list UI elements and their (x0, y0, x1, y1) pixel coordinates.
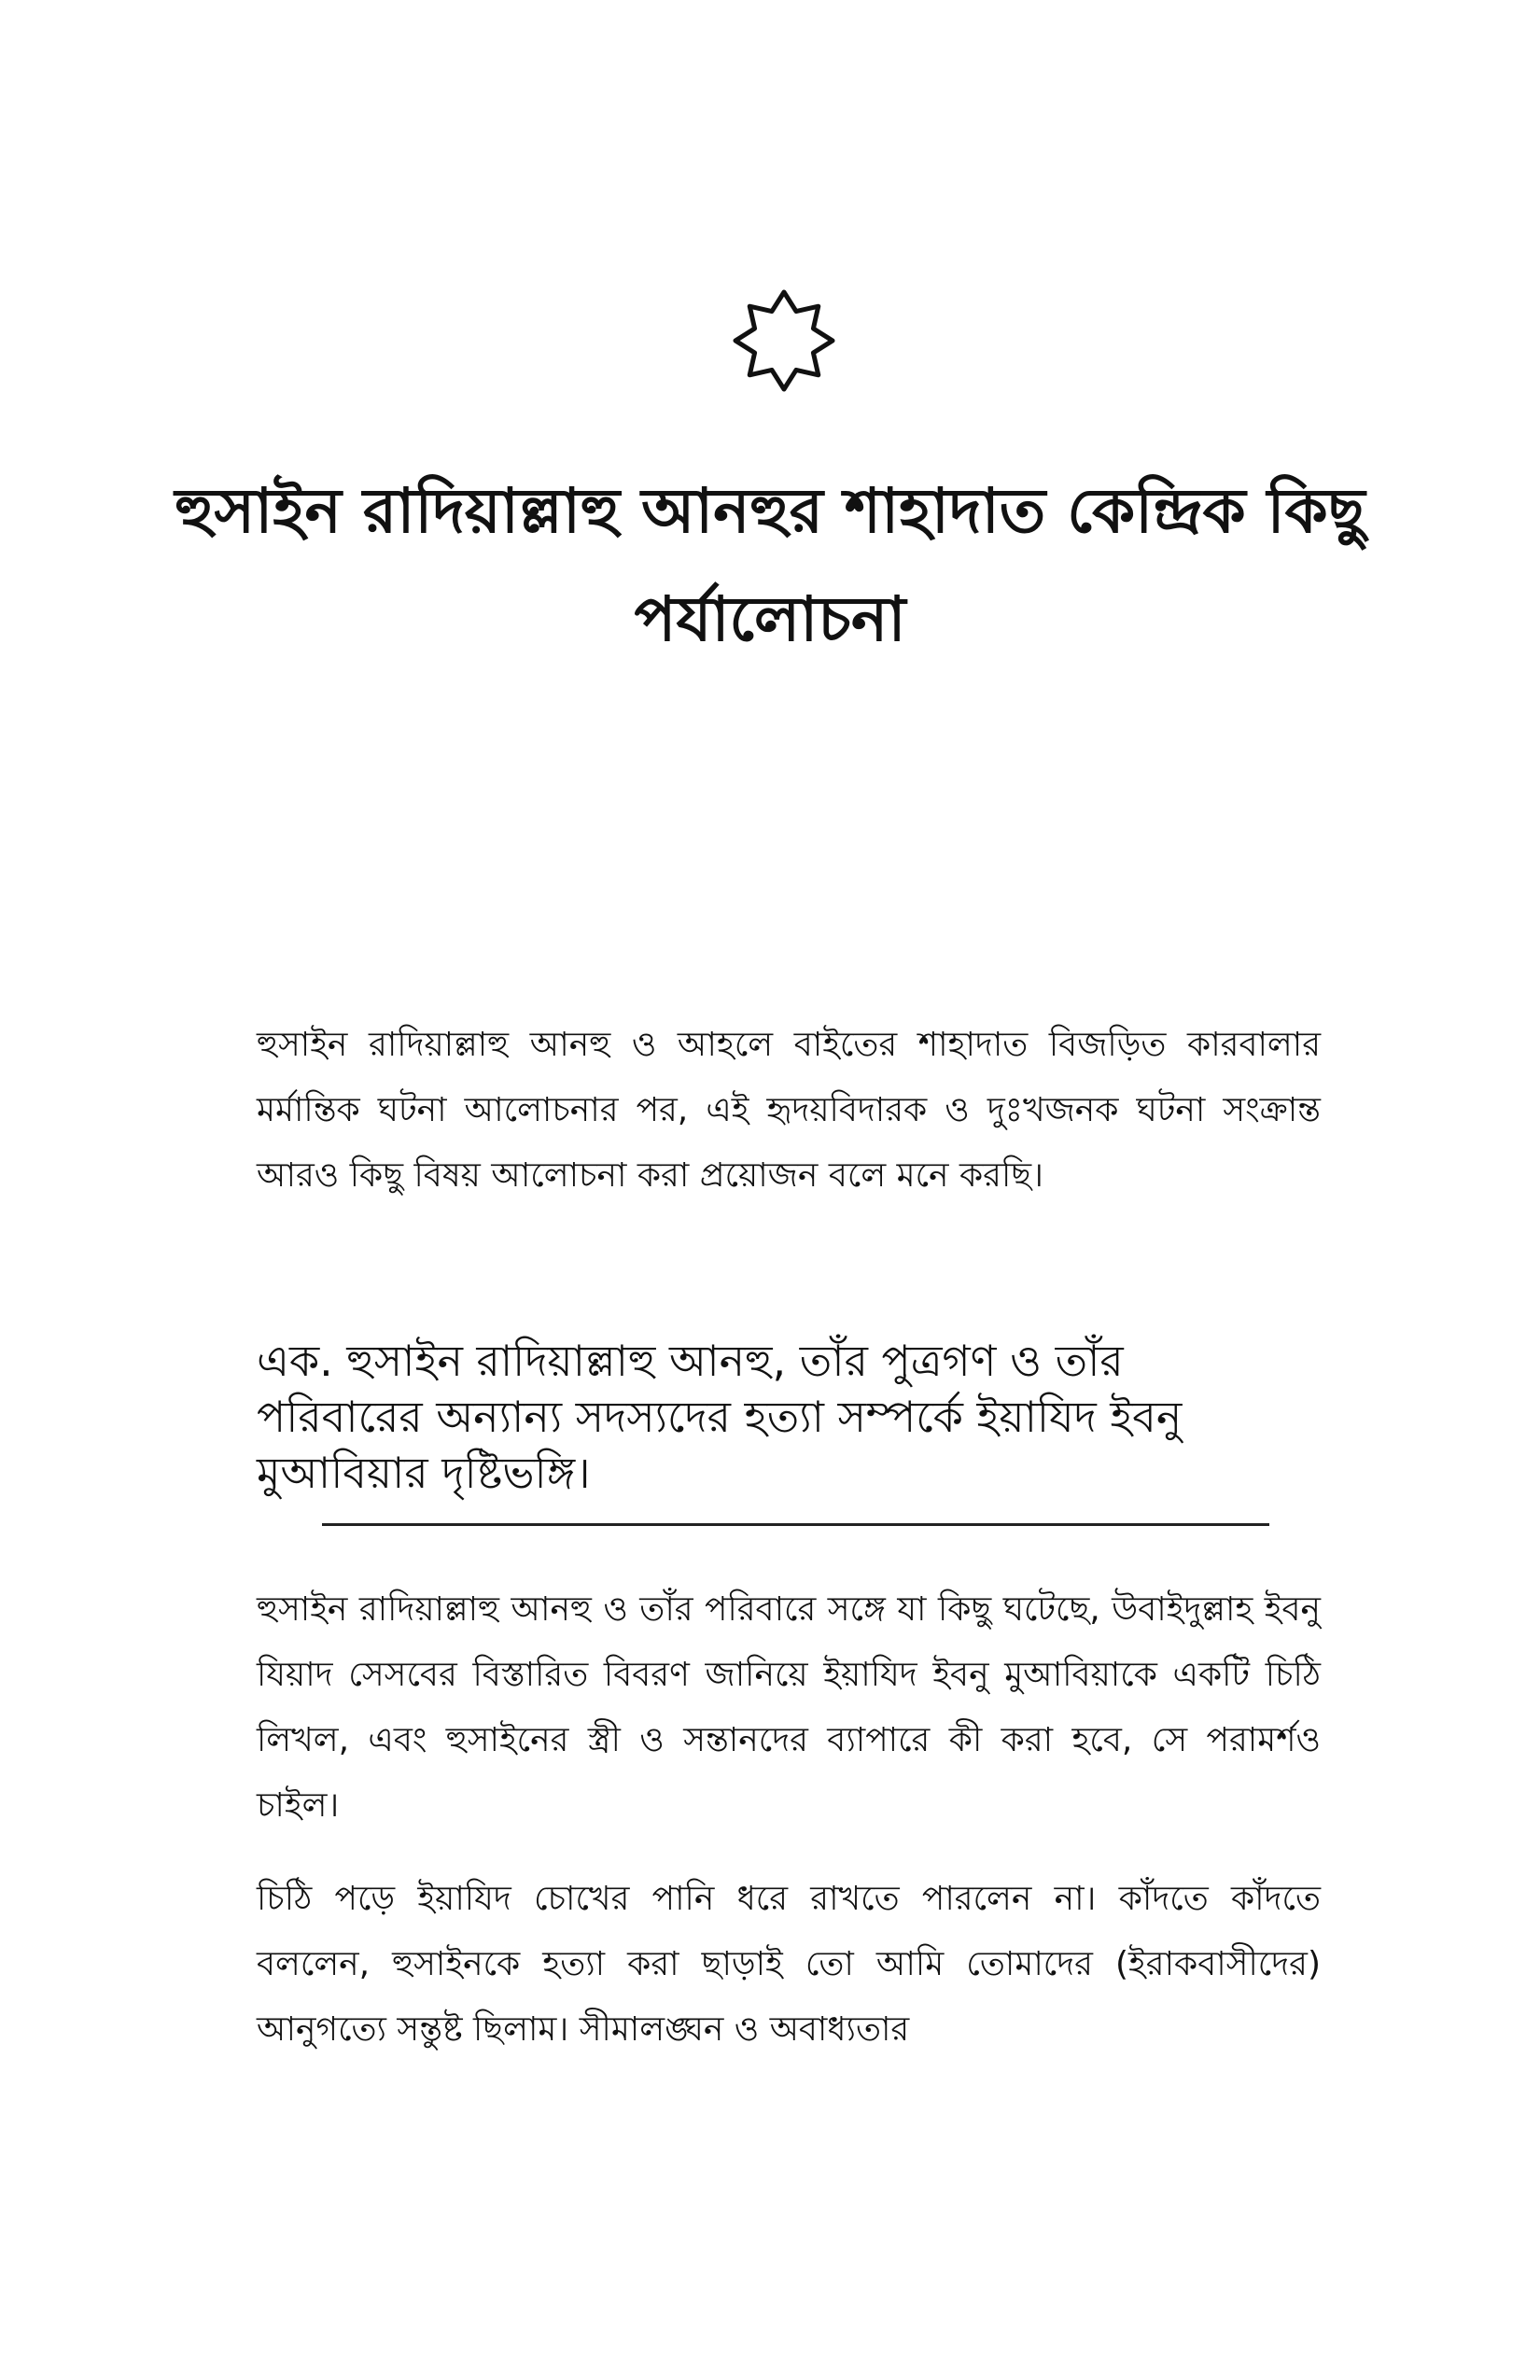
intro-paragraph: হুসাইন রাদিয়াল্লাহু আনহু ও আহলে বাইতের শাহাদাত বিজড়িত কারবালার মর্মান্তিক ঘটনা আলোচনার পর, এই হৃদয়বিদারক ও দুঃখজনক ঘটনা সংক্রান্ত আরও কিছু বিষয় আলোচনা করা প্রয়োজন বলে মনে করছি। (257, 1026, 1321, 1195)
body-paragraph: হুসাইন রাদিয়াল্লাহু আনহু ও তাঁর পরিবারে সঙ্গে যা কিছু ঘটেছে, উবাইদুল্লাহ ইবনু যিয়াদ সেসবের বিস্তারিত বিবরণ জানিয়ে ইয়াযিদ ইবনু মুআবিয়াকে একটি চিঠি লিখল, এবং হুসাইনের স্ত্রী ও সন্তানদের ব্যাপারে কী করা হবে, সে পরামর্শও চাইল। (257, 1590, 1321, 1825)
section-heading: এক. হুসাইন রাদিয়াল্লাহু আনহু, তাঁর পুত্রগণ ও তাঁর পরিবারের অন্যান্য সদস্যদের হত্যা সম্পর্কে ইয়াযিদ ইবনু মুআবিয়ার দৃষ্টিভঙ্গি। (257, 1336, 1183, 1498)
chapter-title: হুসাইন রাদিয়াল্লাহু আনহুর শাহাদাত কেন্দ্রিক কিছু পর্যালোচনা (175, 475, 1365, 655)
heading-underline (322, 1523, 1269, 1526)
body-paragraph: চিঠি পড়ে ইয়াযিদ চোখের পানি ধরে রাখতে পারলেন না। কাঁদতে কাঁদতে বললেন, হুসাইনকে হত্যা করা ছাড়াই তো আমি তোমাদের (ইরাকবাসীদের) আনুগত্যে সন্তুষ্ট ছিলাম। সীমালঙ্ঘন ও অবাধ্যতার (257, 1880, 1321, 2049)
eight-point-star-icon (728, 280, 840, 401)
